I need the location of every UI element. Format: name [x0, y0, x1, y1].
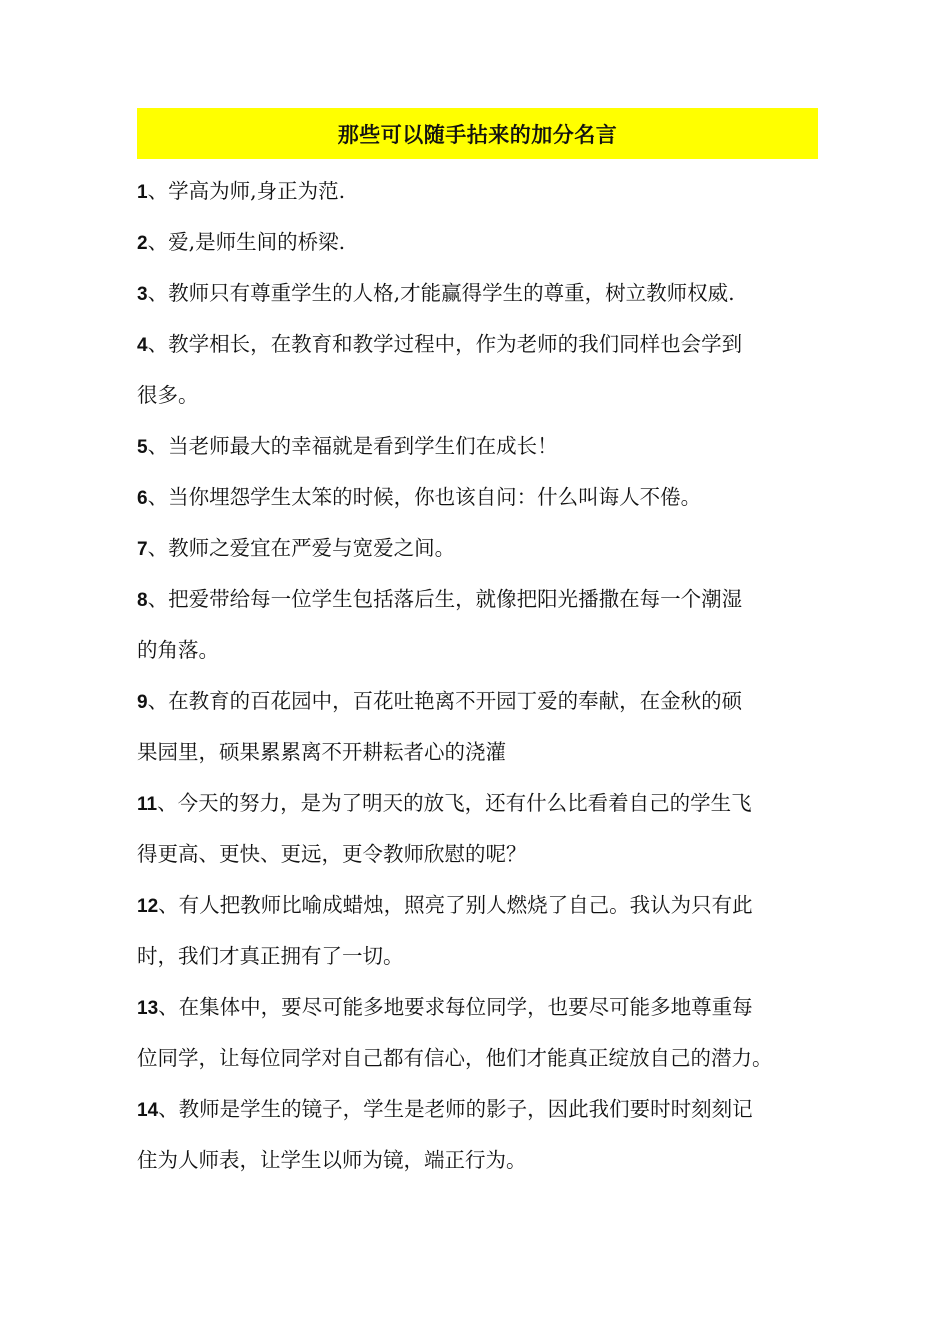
quote-text: 、教师之爱宜在严爱与宽爱之间。 — [147, 536, 456, 560]
quote-text: 、教师只有尊重学生的人格,才能赢得学生的尊重，树立教师权威. — [147, 281, 735, 305]
quote-line — [137, 523, 827, 574]
quote-item — [137, 268, 827, 319]
quote-line — [137, 472, 827, 523]
quote-text: 果园里，硕果累累离不开耕耘者心的浇灌 — [137, 740, 506, 764]
quote-text: 得更高、更快、更远，更令教师欣慰的呢？ — [137, 842, 527, 866]
quote-number: 12 — [137, 896, 159, 917]
quote-line — [137, 268, 827, 319]
quote-number: 4 — [137, 335, 148, 356]
quote-number: 13 — [137, 998, 159, 1019]
quote-item — [137, 1084, 827, 1186]
quote-line — [137, 319, 827, 370]
quote-item — [137, 472, 827, 523]
quote-line — [137, 829, 827, 880]
quote-line — [137, 880, 827, 931]
quote-item — [137, 778, 827, 880]
quote-text: 、在集体中，要尽可能多地要求每位同学，也要尽可能多地尊重每 — [158, 995, 753, 1019]
quote-line — [137, 982, 827, 1033]
quote-line — [137, 217, 827, 268]
quote-text: 、有人把教师比喻成蜡烛，照亮了别人燃烧了自己。我认为只有此 — [158, 893, 753, 917]
quote-number: 9 — [137, 692, 148, 713]
quote-text: 很多。 — [137, 383, 199, 407]
quote-text: 、今天的努力，是为了明天的放飞，还有什么比看着自己的学生飞 — [157, 791, 752, 815]
quote-item — [137, 523, 827, 574]
quote-line — [137, 931, 827, 982]
quote-number: 7 — [137, 539, 148, 560]
quote-item — [137, 880, 827, 982]
quote-item — [137, 319, 827, 421]
quote-line — [137, 727, 827, 778]
quote-list — [137, 166, 827, 1186]
quote-line — [137, 574, 827, 625]
quote-item — [137, 421, 827, 472]
quote-number: 1 — [137, 182, 148, 203]
quote-text: 的角落。 — [137, 638, 219, 662]
quote-line — [137, 1135, 827, 1186]
quote-text: 、爱,是师生间的桥梁. — [147, 230, 346, 254]
quote-item — [137, 574, 827, 676]
quote-text: 、把爱带给每一位学生包括落后生，就像把阳光播撒在每一个潮湿 — [147, 587, 743, 611]
quote-number: 2 — [137, 233, 148, 254]
title-highlight — [137, 108, 818, 159]
quote-number: 3 — [137, 284, 148, 305]
quote-text: 、教师是学生的镜子，学生是老师的影子，因此我们要时时刻刻记 — [158, 1097, 753, 1121]
quote-item — [137, 676, 827, 778]
quote-line — [137, 1033, 827, 1084]
page-title: 那些可以随手拈来的加分名言 — [337, 122, 618, 147]
quote-text: 住为人师表，让学生以师为镜，端正行为。 — [137, 1148, 527, 1172]
quote-number: 11 — [137, 794, 158, 815]
quote-number: 6 — [137, 488, 148, 509]
quote-line — [137, 370, 827, 421]
quote-number: 8 — [137, 590, 148, 611]
quote-text: 、教学相长，在教育和教学过程中，作为老师的我们同样也会学到 — [147, 332, 743, 356]
quote-line — [137, 1084, 827, 1135]
quote-text: 、学高为师,身正为范. — [147, 179, 346, 203]
quote-line — [137, 421, 827, 472]
quote-text: 、当你埋怨学生太笨的时候，你也该自问：什么叫诲人不倦。 — [147, 485, 702, 509]
quote-number: 5 — [137, 437, 148, 458]
quote-line — [137, 676, 827, 727]
quote-line — [137, 625, 827, 676]
quote-item — [137, 982, 827, 1084]
quote-line — [137, 166, 827, 217]
quote-line — [137, 778, 827, 829]
quote-item — [137, 166, 827, 217]
quote-text: 位同学，让每位同学对自己都有信心，他们才能真正绽放自己的潜力。 — [137, 1046, 773, 1070]
quote-item — [137, 217, 827, 268]
quote-text: 、当老师最大的幸福就是看到学生们在成长！ — [147, 434, 558, 458]
quote-text: 、在教育的百花园中，百花吐艳离不开园丁爱的奉献，在金秋的硕 — [147, 689, 743, 713]
quote-text: 时，我们才真正拥有了一切。 — [137, 944, 404, 968]
quote-number: 14 — [137, 1100, 159, 1121]
